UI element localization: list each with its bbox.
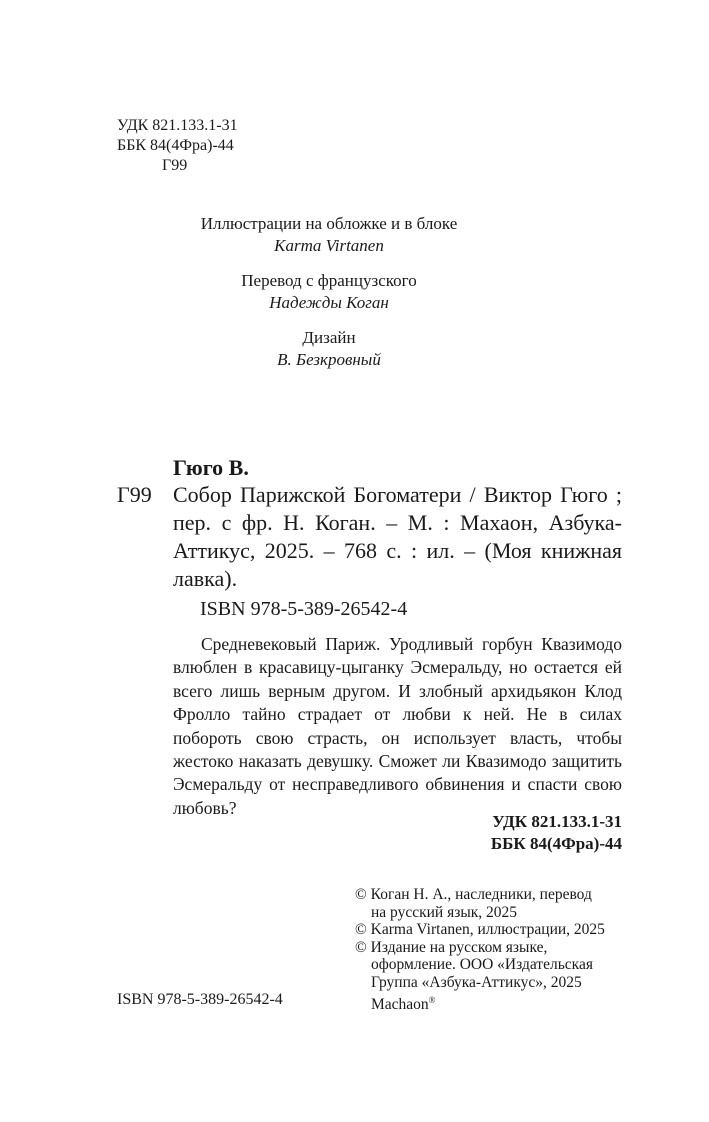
bottom-udk: УДК 821.133.1-31 [492, 812, 622, 831]
bib-isbn: ISBN 978-5-389-26542-4 [200, 598, 408, 620]
top-author-mark: Г99 [162, 157, 188, 174]
credit-translation-role: Перевод с французского [241, 271, 417, 290]
copyright-illustrations: © Karma Virtanen, иллюстрации, 2025 [355, 921, 605, 939]
registered-mark: ® [428, 994, 436, 1005]
bib-record: Собор Парижской Богоматери / Виктор Гюго ; пер. с фр. Н. Коган. – М. : Махаон, Азбука-Аттикус, 2025. – 768 с. : ил. – (Моя книжная лавка). [173, 482, 622, 591]
copyright-edition-cont3 [355, 992, 605, 1014]
annotation: Средневековый Париж. Уродливый горбун Квазимодо влюблен в красавицу-цыганку Эсмеральду, но остается ей всего лишь верным другом. И злобный архидьякон Клод Фролло тайно страдает от любви к ней. Не в силах побороть свою страсть, он использует власть, чтобы жестоко наказать девушку. Сможет ли Квазимодо защитить Эсмеральду от несправедливого обвинения и спасти свою любовь? [173, 634, 622, 818]
credit-design-role: Дизайн [302, 328, 356, 347]
credit-illustrations [0, 213, 658, 257]
credit-illustrations-name: Karma Virtanen [274, 236, 384, 255]
copyright-edition: © Издание на русском языке, [355, 938, 548, 956]
bottom-bbk: ББК 84(4Фра)-44 [490, 834, 622, 853]
top-bbk: ББК 84(4Фра)-44 [117, 137, 234, 154]
credit-translation [0, 270, 658, 314]
bib-author-mark: Г99 [117, 482, 152, 507]
copyright-translation-cont: на русский язык, 2025 [371, 903, 518, 921]
footer-isbn: ISBN 978-5-389-26542-4 [117, 991, 283, 1008]
credit-design [0, 327, 658, 371]
copyright-publisher: Machaon [371, 995, 429, 1013]
bib-heading: Гюго В. [173, 455, 249, 480]
top-udk: УДК 821.133.1-31 [117, 117, 238, 134]
credit-design-name: В. Безкровный [277, 350, 381, 369]
copyright-edition-cont1: оформление. ООО «Издательская [371, 956, 593, 974]
credit-illustrations-role: Иллюстрации на обложке и в блоке [200, 214, 458, 233]
copyright-edition-cont2: Группа «Азбука-Аттикус», 2025 [371, 973, 582, 991]
credit-translation-name: Надежды Коган [269, 293, 389, 312]
copyright-translation: © Коган Н. А., наследники, перевод [355, 886, 592, 903]
copyright-block [355, 886, 605, 1013]
